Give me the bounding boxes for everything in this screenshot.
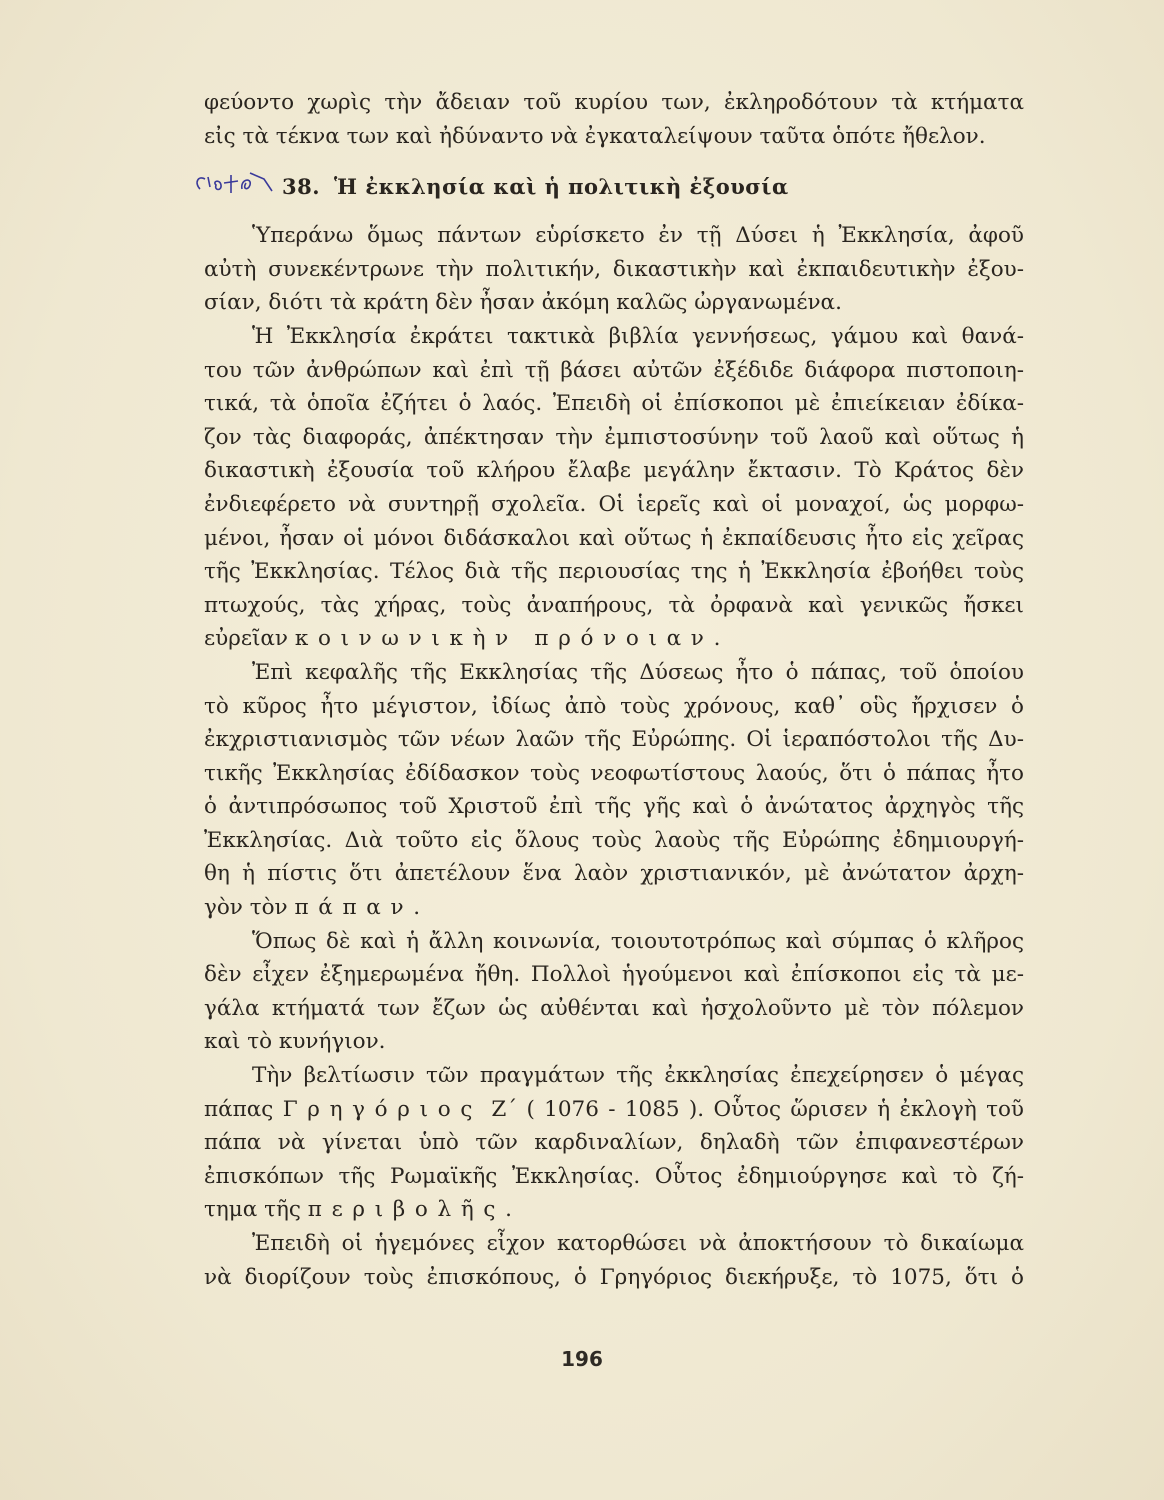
section-title: Ἡ ἐκκλησία καὶ ἡ πολιτικὴ ἐξουσία [334,174,789,200]
p3-line-4: τικῆς Ἐκκλησίας ἐδίδασκον τοὺς νεοφωτίστους λαούς, ὅτι ὁ πάπας ἦτο [204,760,1024,786]
p4-line-4: καὶ τὸ κυνήγιον. [204,1029,386,1055]
p5-last-prefix: τημα τῆς [204,1197,308,1223]
p2-last-suffix: . [713,626,721,652]
p2-line-1: Ἡ Ἐκκλησία ἐκράτει τακτικὰ βιβλία γεννήσεως, γάμου καὶ θανά- [252,323,1024,349]
p1-line-3: σίαν, διότι τὰ κράτη δὲν ἦσαν ἀκόμη καλῶς ὠργανωμένα. [204,290,842,316]
p5-l2-prefix: πάπας [204,1096,283,1122]
p2-last-prefix: εὐρεῖαν [204,626,295,652]
p3-last-suffix: . [413,895,421,921]
p5-l2-suffix: Ζ΄ ( 1076 - 1085 ). Οὗτος ὥρισεν ἡ ἐκλογὴ τοῦ [482,1096,1024,1122]
page-number: 196 [561,1347,603,1371]
p3-line-3: ἐκχριστιανισμὸς τῶν νέων λαῶν τῆς Εὐρώπης. Οἱ ἱεραπόστολοι τῆς Δυ- [204,727,1024,753]
p2-line-6: ἐνδιεφέρετο νὰ συντηρῇ σχολεῖα. Οἱ ἱερεῖς καὶ οἱ μοναχοί, ὡς μορφω- [204,491,1024,517]
page-body [204,86,1024,1294]
p5-line-3: πάπα νὰ γίνεται ὑπὸ τῶν καρδιναλίων, δηλαδὴ τῶν ἐπιφανεστέρων [204,1130,1024,1156]
p4-line-3: γάλα κτήματά των ἔζων ὡς αὐθένται καὶ ἠσχολοῦντο μὲ τὸν πόλεμον [204,995,1024,1021]
p5-last-spaced: περιβολῆς [307,1197,506,1223]
p3-line-7: θη ἡ πίστις ὅτι ἀπετέλουν ἕνα λαὸν χριστιανικόν, μὲ ἀνώτατον ἀρχη- [204,861,1024,887]
p2-last-spaced: κοινωνικὴν πρόνοιαν [294,626,714,652]
p2-line-5: δικαστικὴ ἐξουσία τοῦ κλήρου ἔλαβε μεγάλην ἔκτασιν. Τὸ Κράτος δὲν [204,458,1024,484]
p2-line-7: μένοι, ἦσαν οἱ μόνοι διδάσκαλοι καὶ οὕτως ἡ ἐκπαίδευσις ἦτο εἰς χεῖρας [204,525,1024,551]
p5-line-1: Τὴν βελτίωσιν τῶν πραγμάτων τῆς ἐκκλησίας ἐπεχείρησεν ὁ μέγας [252,1063,1024,1089]
intro-line-2: εἰς τὰ τέκνα των καὶ ἠδύναντο νὰ ἐγκαταλείψουν ταῦτα ὁπότε ἤθελον. [204,123,986,149]
p5-line-5 [204,1193,1024,1227]
p6-line-1: Ἐπειδὴ οἱ ἡγεμόνες εἶχον κατορθώσει νὰ ἀποκτήσουν τὸ δικαίωμα [252,1231,1024,1256]
p4-line-2: δὲν εἶχεν ἐξημερωμένα ἤθη. Πολλοὶ ἡγούμενοι καὶ ἐπίσκοποι εἰς τὰ με- [204,962,1024,988]
p3-line-5: ὁ ἀντιπρόσωπος τοῦ Χριστοῦ ἐπὶ τῆς γῆς καὶ ὁ ἀνώτατος ἀρχηγὸς τῆς [204,794,1024,820]
p3-last-prefix: γὸν τὸν [204,895,295,921]
section-number: 38. [282,174,321,200]
p3-line-6: Ἐκκλησίας. Διὰ τοῦτο εἰς ὅλους τοὺς λαοὺς τῆς Εὐρώπης ἐδημιουργή- [204,827,1024,853]
section-heading [204,159,1024,215]
p5-l2-spaced: Γρηγόριος [282,1096,483,1122]
p3-last-spaced: πάπαν [294,895,414,921]
p5-line-4: ἐπισκόπων τῆς Ρωμαϊκῆς Ἐκκλησίας. Οὗτος ἐδημιούργησε καὶ τὸ ζή- [204,1163,1024,1189]
p2-line-10 [204,622,1024,656]
p3-line-1: Ἐπὶ κεφαλῆς τῆς Εκκλησίας τῆς Δύσεως ἦτο ὁ πάπας, τοῦ ὁποίου [252,659,1024,685]
p2-line-9: πτωχούς, τὰς χήρας, τοὺς ἀναπήρους, τὰ ὀρφανὰ καὶ γενικῶς ἤσκει [204,592,1024,618]
p4-line-1: Ὅπως δὲ καὶ ἡ ἄλλη κοινωνία, τοιουτοτρόπως καὶ σύμπας ὁ κλῆρος [252,928,1024,954]
handwritten-scribble-icon [190,167,276,207]
p3-line-2: τὸ κῦρος ἦτο μέγιστον, ἰδίως ἀπὸ τοὺς χρόνους, καθ᾽ οὓς ἤρχισεν ὁ [204,693,1024,719]
p2-line-3: τικά, τὰ ὁποῖα ἐζήτει ὁ λαός. Ἐπειδὴ οἱ ἐπίσκοποι μὲ ἐπιείκειαν ἐδίκα- [204,391,1024,417]
p5-last-suffix: . [505,1197,512,1223]
p6-line-2: νὰ διορίζουν τοὺς ἐπισκόπους, ὁ Γρηγόριος διεκήρυξε, τὸ 1075, ὅτι ὁ [204,1264,1024,1290]
p1-line-2: αὐτὴ συνεκέντρωνε τὴν πολιτικήν, δικαστικὴν καὶ ἐκπαιδευτικὴν ἐξου- [204,256,1024,282]
p2-line-8: τῆς Ἐκκλησίας. Τέλος διὰ τῆς περιουσίας της ἡ Ἐκκλησία ἐβοήθει τοὺς [204,559,1024,585]
p3-line-8 [204,891,1024,925]
p2-line-2: του τῶν ἀνθρώπων καὶ ἐπὶ τῇ βάσει αὐτῶν ἐξέδιδε διάφορα πιστοποιη- [204,357,1024,383]
intro-line-1: φεύοντο χωρὶς τὴν ἄδειαν τοῦ κυρίου των, ἐκληροδότουν τὰ κτήματα [204,90,1024,115]
p2-line-4: ζον τὰς διαφοράς, ἀπέκτησαν τὴν ἐμπιστοσύνην τοῦ λαοῦ καὶ οὕτως ἡ [204,424,1024,450]
p5-line-2 [204,1093,1024,1127]
p1-line-1: Ὑπεράνω ὅμως πάντων εὑρίσκετο ἐν τῇ Δύσει ἡ Ἐκκλησία, ἀφοῦ [252,223,1024,249]
